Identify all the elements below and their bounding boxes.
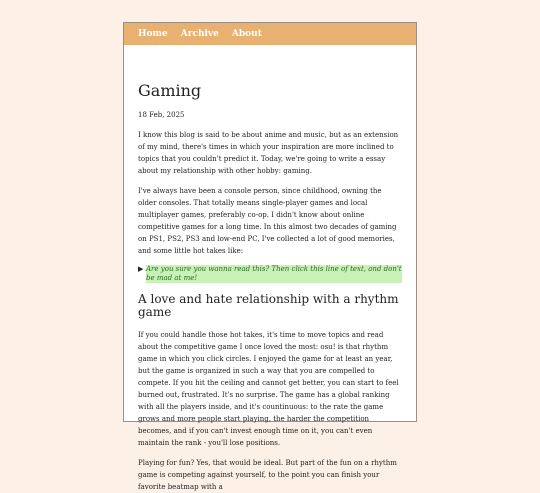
paragraph-intro: I know this blog is said to be about anime and music, but as an extension of my mind, there's times in which your inspiration are more inclined to topics that you couldn't predict it. Today, we're going to write a essay about my relationship with other hobby: gaming.: [138, 131, 399, 175]
post-date: 18 Feb, 2025: [138, 111, 185, 119]
paragraph-osu: If you could handle those hot takes, it's time to move topics and read about the competitive game I once loved the most: osu! is that rhythm game in which you click circles. I enjoyed the game for at least an year, but the game is organized in such a way that you are compelled to compete. If you hit the ceiling and cannot get better, you can start to feel burned out, frustrated. It's no surprise. The game has a global ranking with all the players inside, and it's countinuous: to the rate the game grows and more people start playing, the harder the competition becomes, and if you can't invest enough time on it, you can't even maintain the rank - you'll lose positions.: [138, 331, 399, 448]
nav-about-link[interactable]: About: [231, 29, 262, 39]
post-content: [124, 45, 416, 493]
section-heading-rhythm-game: A love and hate relationship with a rhythm game: [138, 292, 399, 320]
post-title: Gaming: [138, 81, 202, 100]
top-nav: [124, 23, 416, 45]
nav-home-link[interactable]: Home: [138, 29, 168, 39]
paragraph-console: I've always have been a console person, since childhood, owning the older consoles. That totally means single-player games and local multiplayer games, preferably co-op. I didn't know about online competitive games for a long time. In this almost two decades of gaming on PS1, PS2, PS3 and low-end PC, I've collected a lot of good memories, and some little hot takes like:: [138, 187, 397, 255]
details-summary-text[interactable]: Are you sure you wanna read this? Then click this line of text, and don't be mad at me!: [146, 265, 402, 282]
nav-archive-link[interactable]: Archive: [180, 29, 219, 39]
disclosure-triangle-icon: ▶: [138, 265, 144, 273]
page-container: [123, 22, 417, 492]
paragraph-playing-for-fun: Playing for fun? Yes, that would be ideal. But part of the fun on a rhythm game is competing against yourself, to the point you can finish your favorite beatmap with a: [138, 459, 397, 492]
hot-takes-details-toggle[interactable]: [138, 265, 402, 283]
